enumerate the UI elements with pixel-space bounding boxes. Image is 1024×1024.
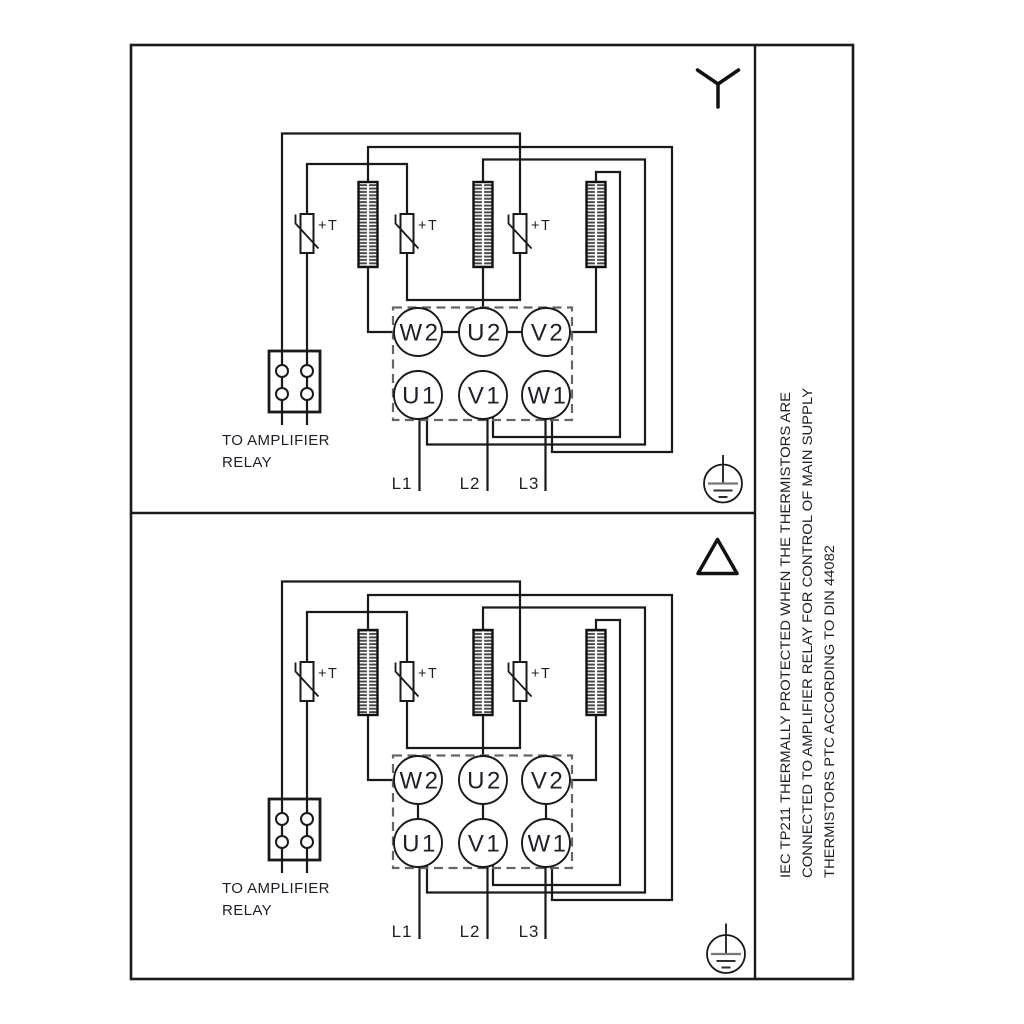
- motor-winding-w: [359, 630, 378, 715]
- star-connection-icon: [698, 70, 739, 107]
- motor-winding-v: [587, 630, 606, 715]
- terminal-label: V1: [467, 830, 503, 858]
- relay-pin: [301, 365, 313, 377]
- motor-winding-u: [474, 630, 493, 715]
- terminal-label: W1: [527, 382, 569, 410]
- relay-note-line2: RELAY: [222, 902, 273, 919]
- relay-block: [269, 799, 320, 860]
- amplifier-relay-terminal: [222, 799, 330, 919]
- motor-winding-v: [587, 182, 606, 267]
- relay-pin: [276, 836, 288, 848]
- relay-block: [269, 351, 320, 412]
- motor-winding-u: [474, 182, 493, 267]
- thermistor-body: [514, 662, 527, 701]
- supply-label-l3: L3: [518, 922, 540, 941]
- supply-label-l1: L1: [391, 474, 413, 493]
- relay-pin: [301, 813, 313, 825]
- ptc-thermistor-3: [509, 662, 552, 701]
- relay-note-line1: TO AMPLIFIER: [222, 880, 330, 897]
- ptc-thermistor-1: [296, 214, 339, 253]
- relay-pin: [276, 388, 288, 400]
- ptc-thermistor-2: [396, 214, 439, 253]
- terminal-board: [393, 308, 572, 421]
- terminal-label: U2: [467, 767, 503, 795]
- relay-pin: [276, 365, 288, 377]
- thermistor-label: +T: [318, 666, 339, 682]
- terminal-label: W2: [399, 767, 441, 795]
- thermistor-label: +T: [418, 666, 439, 682]
- earth-ground-icon: [707, 924, 745, 974]
- relay-note-line2: RELAY: [222, 454, 273, 471]
- panel-star-connection: [222, 70, 742, 503]
- supply-label-l2: L2: [459, 922, 481, 941]
- terminal-label: U1: [402, 382, 438, 410]
- thermistor-label: +T: [531, 218, 552, 234]
- terminal-label: V1: [467, 382, 503, 410]
- terminal-label: U1: [402, 830, 438, 858]
- thermistor-label: +T: [418, 218, 439, 234]
- relay-pin: [301, 388, 313, 400]
- supply-label-l1: L1: [391, 922, 413, 941]
- thermistor-body: [401, 662, 414, 701]
- terminal-label: W2: [399, 319, 441, 347]
- supply-label-l2: L2: [459, 474, 481, 493]
- panel-delta-connection: [222, 540, 745, 974]
- relay-note-line1: TO AMPLIFIER: [222, 432, 330, 449]
- delta-connection-icon: [698, 540, 737, 574]
- supply-label-l3: L3: [518, 474, 540, 493]
- thermistor-label: +T: [318, 218, 339, 234]
- side-note-line-1: IEC TP211 THERMALLY PROTECTED WHEN THE THERMISTORS ARE: [778, 435, 793, 878]
- terminal-label: V2: [530, 319, 566, 347]
- thermistor-body: [301, 214, 314, 253]
- relay-pin: [276, 813, 288, 825]
- thermistor-body: [301, 662, 314, 701]
- ptc-thermistor-1: [296, 662, 339, 701]
- ptc-thermistor-2: [396, 662, 439, 701]
- ptc-thermistor-3: [509, 214, 552, 253]
- terminal-label: W1: [527, 830, 569, 858]
- amplifier-relay-terminal: [222, 351, 330, 471]
- motor-winding-w: [359, 182, 378, 267]
- relay-pin: [301, 836, 313, 848]
- side-note-line-3: THERMISTORS PTC ACCORDING TO DIN 44082: [822, 573, 837, 878]
- side-note-line-2: CONNECTED TO AMPLIFIER RELAY FOR CONTROL OF MAIN SUPPLY: [800, 431, 815, 878]
- terminal-label: U2: [467, 319, 503, 347]
- thermistor-label: +T: [531, 666, 552, 682]
- thermistor-body: [514, 214, 527, 253]
- terminal-label: V2: [530, 767, 566, 795]
- thermistor-body: [401, 214, 414, 253]
- earth-ground-icon: [704, 455, 742, 503]
- side-note: [778, 388, 837, 878]
